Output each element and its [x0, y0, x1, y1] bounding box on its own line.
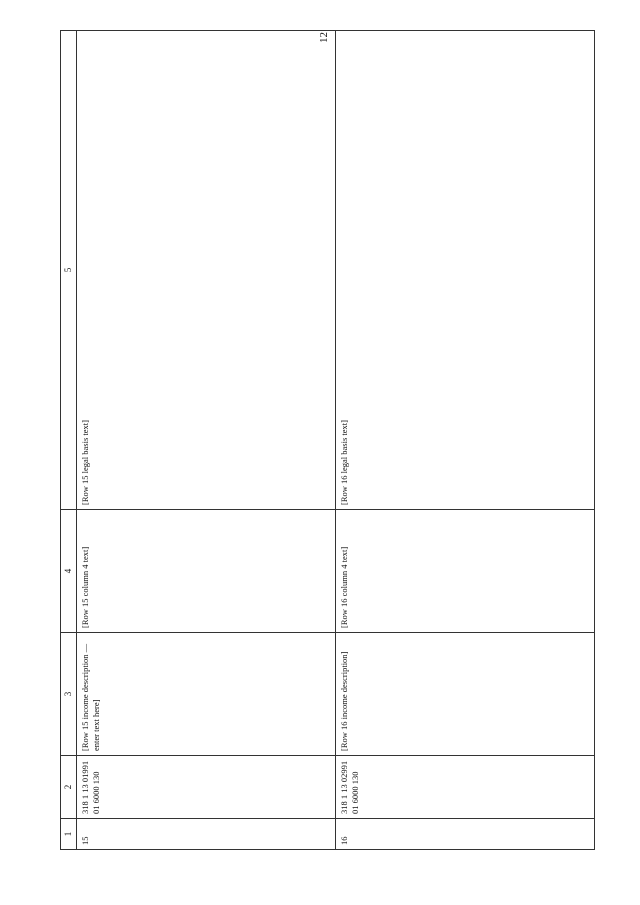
table-row [77, 31, 336, 850]
header-col-3: 3 [61, 633, 77, 756]
rotated-table-wrapper [60, 30, 595, 850]
income-provision: [Row 15 column 4 text] [77, 510, 336, 633]
page-number: 12 [318, 32, 330, 43]
income-table [60, 30, 595, 850]
row-number: 15 [77, 819, 336, 850]
legal-basis: [Row 16 legal basis text] [336, 31, 595, 510]
header-col-5: 5 [61, 31, 77, 510]
legal-basis: [Row 15 legal basis text] [77, 31, 336, 510]
income-name: [Row 16 income description] [336, 633, 595, 756]
income-name: [Row 15 income description — enter text here] [77, 633, 336, 756]
table-row [336, 31, 595, 850]
table-header-row [61, 31, 77, 850]
budget-code: 318 1 13 02991 01 6000 130 [336, 756, 595, 819]
budget-code: 318 1 13 01991 01 6000 130 [77, 756, 336, 819]
header-col-1: 1 [61, 819, 77, 850]
header-col-2: 2 [61, 756, 77, 819]
row-number: 16 [336, 819, 595, 850]
income-provision: [Row 16 column 4 text] [336, 510, 595, 633]
header-col-4: 4 [61, 510, 77, 633]
